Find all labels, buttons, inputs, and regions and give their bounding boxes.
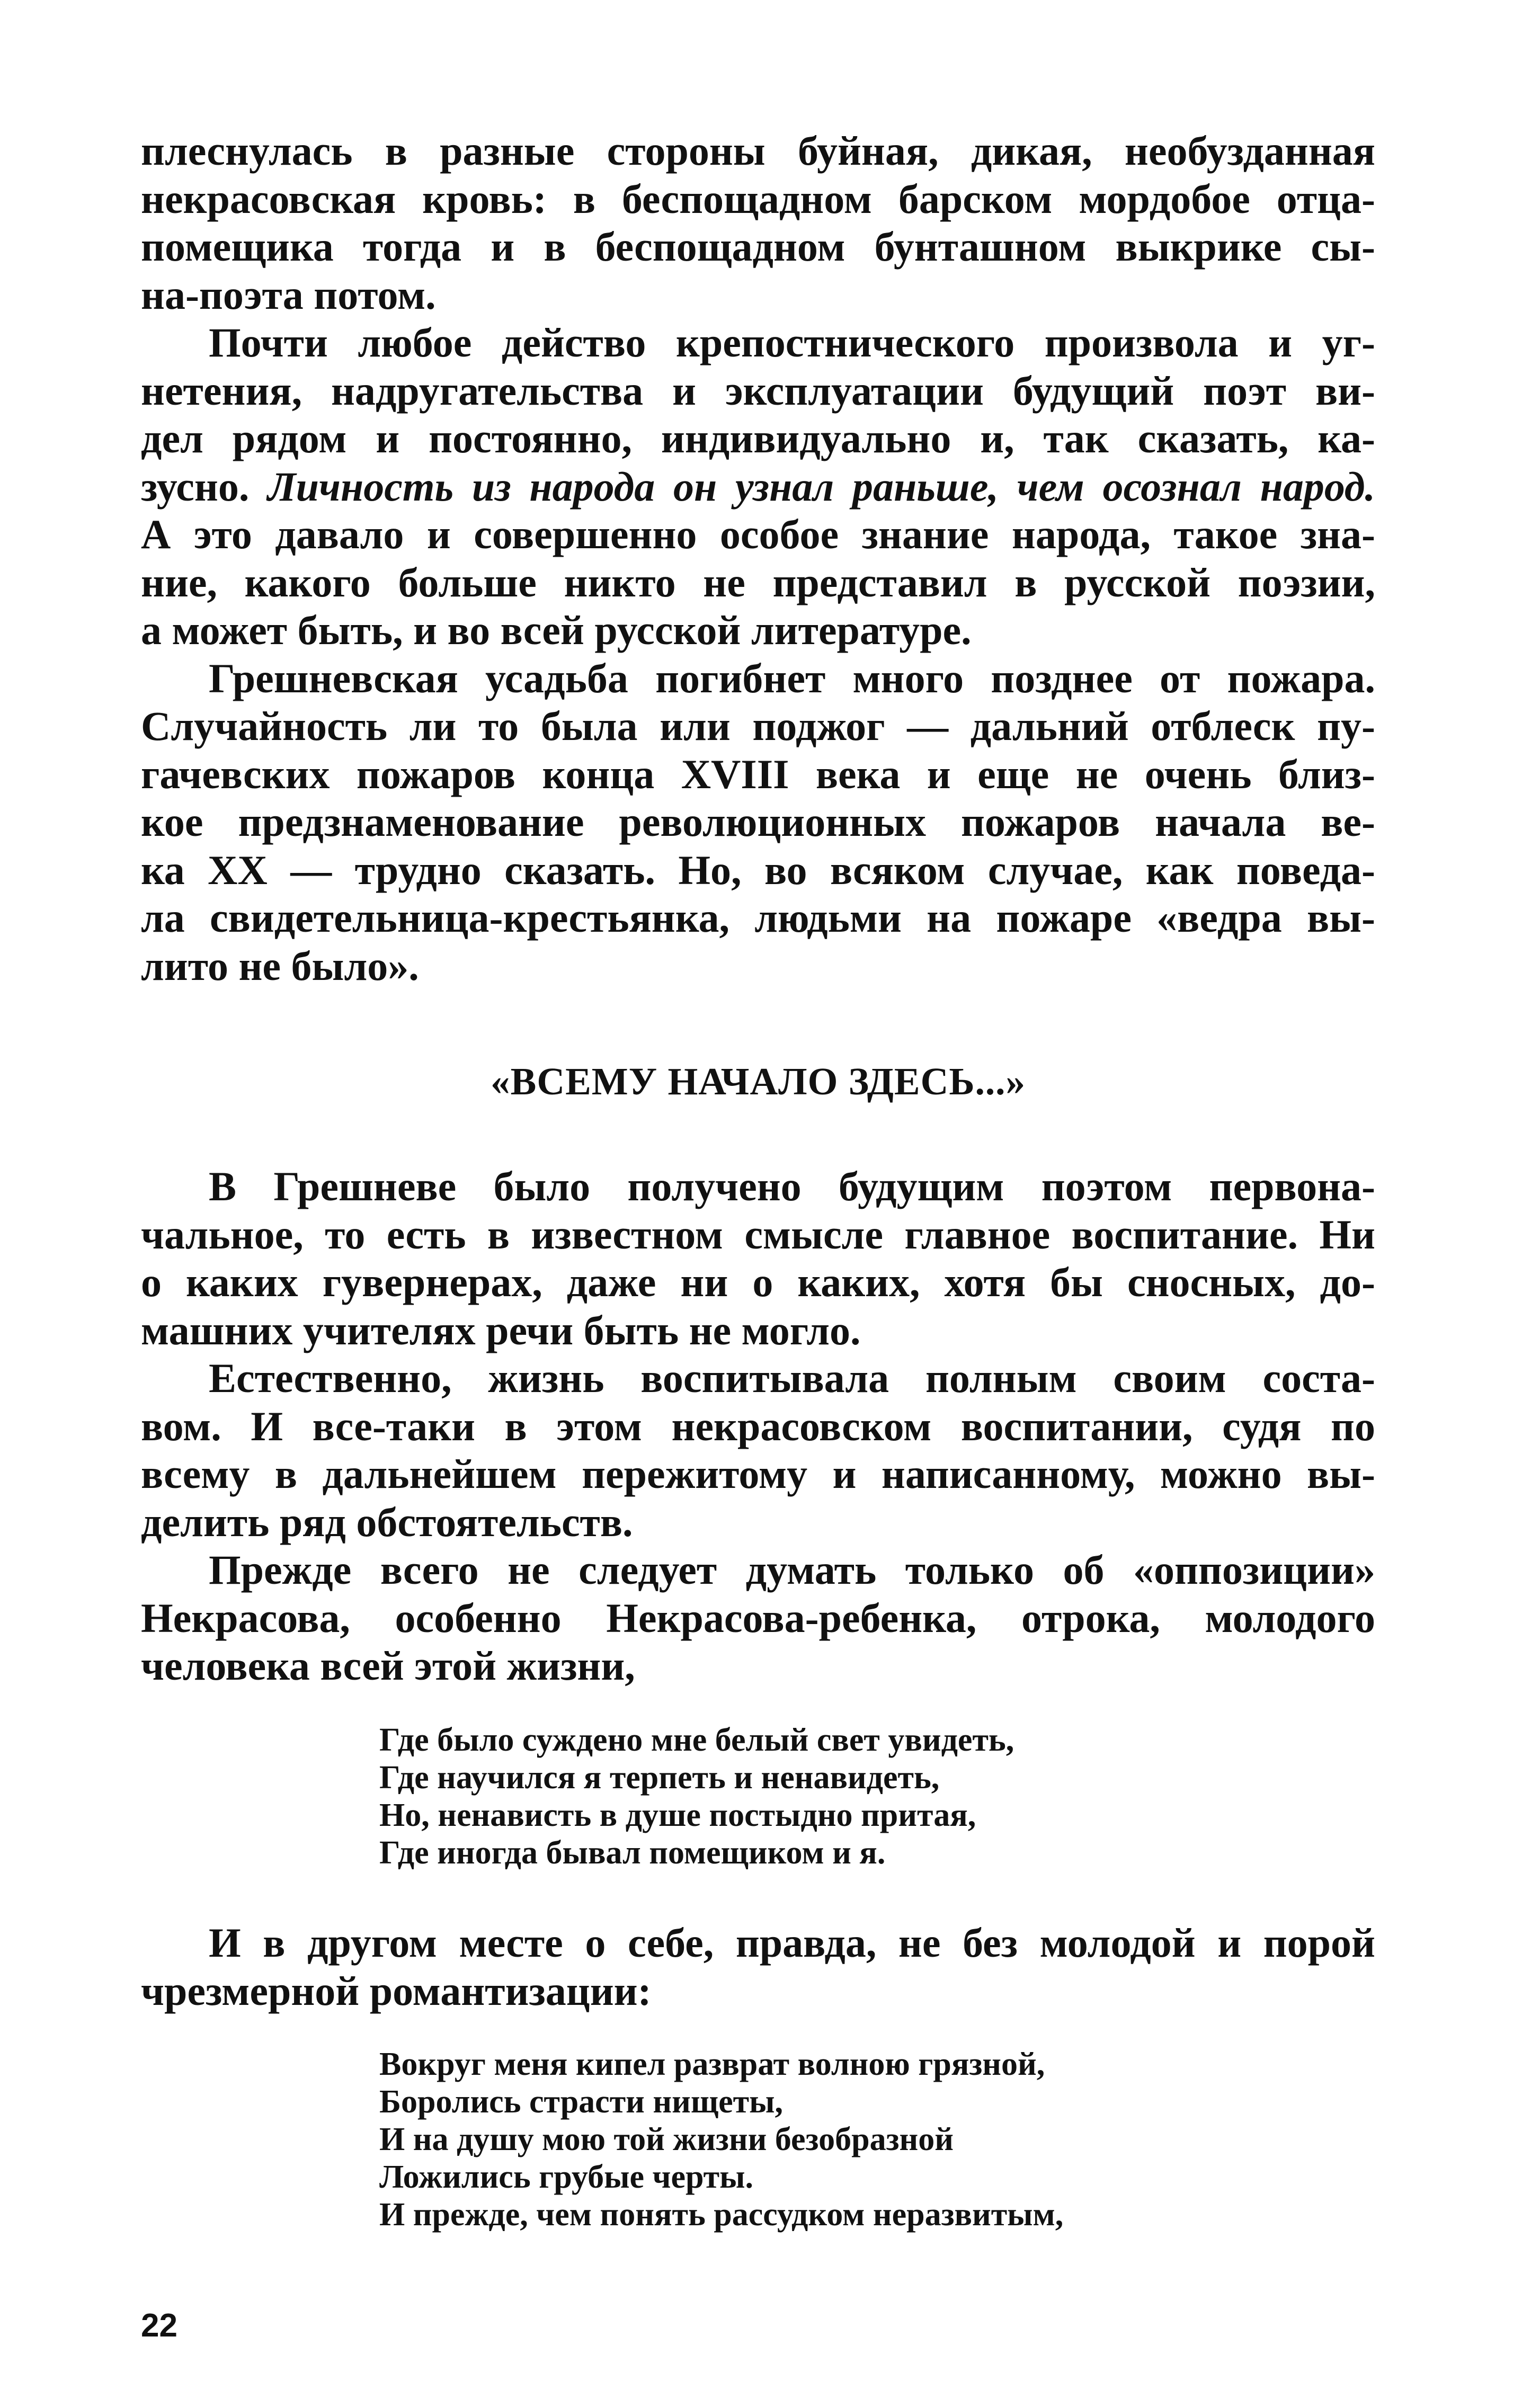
- verse-line: Ложились грубые черты.: [379, 2159, 754, 2195]
- text-line: делить ряд обстоятельств.: [141, 1499, 633, 1545]
- text-line: на-поэта потом.: [141, 271, 436, 318]
- text-line: гачевских пожаров конца XVIII века и еще не очень близ-: [141, 751, 1375, 797]
- verse-line: Боролись страсти нищеты,: [379, 2084, 784, 2120]
- verse-line: Вокруг меня кипел разврат волною грязной,: [379, 2046, 1045, 2082]
- paragraph-2: [141, 319, 1375, 655]
- text-line: Естественно, жизнь воспитывала полным своим соста-: [209, 1355, 1375, 1401]
- text-line: некрасовская кровь: в беспощадном барском мордобое отца-: [141, 175, 1375, 222]
- verse-line: Где иногда бывал помещиком и я.: [379, 1835, 886, 1871]
- text-plain: зусно.: [141, 463, 268, 510]
- paragraph-1: [141, 127, 1375, 319]
- paragraph-7: [141, 1919, 1375, 2015]
- text-line: чрезмерной романтизации:: [141, 1967, 652, 2014]
- text-line: Грешневская усадьба погибнет много позднее от пожара.: [209, 655, 1375, 701]
- text-line: Прежде всего не следует думать только об «оппозиции»: [209, 1547, 1375, 1593]
- verse-line: Где было суждено мне белый свет увидеть,: [379, 1722, 1014, 1758]
- paragraph-5: [141, 1354, 1375, 1546]
- text-line-mixed: [141, 463, 1375, 511]
- text-line: В Грешневе было получено будущим поэтом первона-: [209, 1163, 1375, 1209]
- text-line: Случайность ли то была или поджог — дальний отблеск пу-: [141, 703, 1375, 749]
- text-line: машних учителях речи быть не могло.: [141, 1307, 861, 1353]
- text-line: человека всей этой жизни,: [141, 1643, 635, 1689]
- text-line: Почти любое действо крепостнического произвола и уг-: [209, 319, 1375, 365]
- text-line: плеснулась в разные стороны буйная, дикая, необузданная: [141, 128, 1375, 174]
- text-block-middle: [141, 1163, 1375, 1690]
- page-number: 22: [141, 2307, 177, 2344]
- text-line: всему в дальнейшем пережитому и написанному, можно вы-: [141, 1451, 1375, 1497]
- text-line: чальное, то есть в известном смысле главное воспитание. Ни: [141, 1211, 1375, 1257]
- verse-line: И на душу мою той жизни безобразной: [379, 2121, 954, 2157]
- text-line: помещика тогда и в беспощадном бунташном выкрике сы-: [141, 224, 1375, 270]
- text-line: ла свидетельница-крестьянка, людьми на пожаре «ведра вы-: [141, 895, 1375, 941]
- verse-line: Где научился я терпеть и ненавидеть,: [379, 1760, 940, 1796]
- text-line: вом. И все-таки в этом некрасовском воспитании, судя по: [141, 1403, 1375, 1449]
- text-line: И в другом месте о себе, правда, не без молодой и порой: [209, 1920, 1375, 1966]
- text-line: дел рядом и постоянно, индивидуально и, так сказать, ка-: [141, 415, 1375, 461]
- paragraph-3: [141, 655, 1375, 991]
- text-line: А это давало и совершенно особое знание народа, такое зна-: [141, 511, 1375, 557]
- paragraph-4: [141, 1163, 1375, 1354]
- text-block-after-verse: [141, 1919, 1375, 2015]
- text-line: ние, какого больше никто не представил в русской поэзии,: [141, 559, 1375, 605]
- text-line: о каких гувернерах, даже ни о каких, хотя бы сносных, до-: [141, 1259, 1375, 1305]
- text-line: Некрасова, особенно Некрасова-ребенка, отрока, молодого: [141, 1594, 1375, 1641]
- verse-quote-2: [379, 2046, 1063, 2234]
- text-italic-emphasis: Личность из народа он узнал раньше, чем осознал народ.: [268, 463, 1376, 510]
- text-block-top: [141, 127, 1375, 990]
- section-heading: «ВСЕМУ НАЧАЛО ЗДЕСЬ...»: [491, 1060, 1026, 1103]
- text-line: кое предзнаменование революционных пожаров начала ве-: [141, 799, 1375, 845]
- verse-line: Но, ненависть в душе постыдно притая,: [379, 1797, 976, 1833]
- text-line: ка XX — трудно сказать. Но, во всяком случае, как поведа-: [141, 846, 1375, 893]
- verse-quote-1: [379, 1722, 1014, 1872]
- verse-line: И прежде, чем понять рассудком неразвитым,: [379, 2197, 1064, 2233]
- text-line: лито не было».: [141, 942, 419, 989]
- text-line: нетения, надругательства и эксплуатации будущий поэт ви-: [141, 367, 1375, 414]
- text-line: а может быть, и во всей русской литературе.: [141, 607, 972, 653]
- paragraph-6: [141, 1546, 1375, 1690]
